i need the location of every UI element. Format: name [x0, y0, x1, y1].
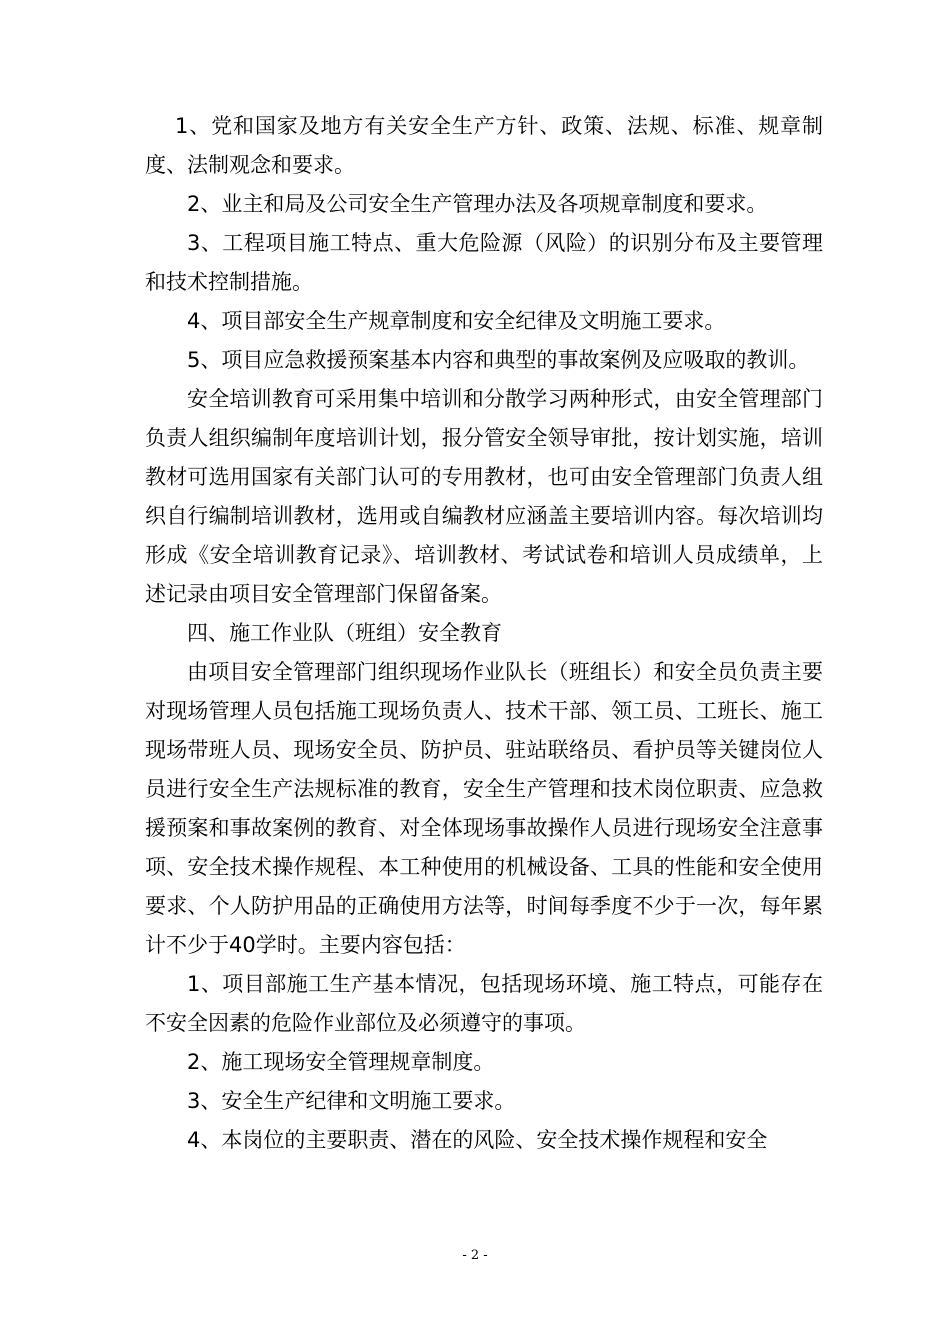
paragraph-item-1: 1、党和国家及地方有关安全生产方针、政策、法规、标准、规章制度、法制观念和要求。	[145, 114, 823, 177]
paragraph-content-item-2: 2、施工现场安全管理规章制度。	[187, 1050, 495, 1074]
document-body	[145, 107, 823, 1160]
paragraph-content-item-1: 1、项目部施工生产基本情况，包括现场环境、施工特点，可能存在不安全因素的危险作业部位及必须遵守的事项。	[145, 972, 823, 1035]
paragraph-item-2: 2、业主和局及公司安全生产管理办法及各项规章制度和要求。	[187, 192, 768, 216]
paragraph-team-education: 由项目安全管理部门组织现场作业队长（班组长）和安全员负责主要对现场管理人员包括施工现场负责人、技术干部、领工员、工班长、施工现场带班人员、现场安全员、防护员、驻站联络员、看护员等关键岗位人员进行安全生产法规标准的教育，安全生产管理和技术岗位职责、应急救援预案和事故案例的教育、对全体现场事故操作人员进行现场安全注意事项、安全技术操作规程、本工种使用的机械设备、工具的性能和安全使用要求、个人防护用品的正确使用方法等，时间每季度不少于一次，每年累计不少于40学时。主要内容包括：	[145, 660, 823, 957]
page-number: - 2 -	[462, 1248, 488, 1263]
paragraph-item-4: 4、项目部安全生产规章制度和安全纪律及文明施工要求。	[187, 309, 726, 333]
paragraph-content-item-3: 3、安全生产纪律和文明施工要求。	[187, 1089, 516, 1113]
paragraph-training-methods: 安全培训教育可采用集中培训和分散学习两种形式，由安全管理部门负责人组织编制年度培训计划，报分管安全领导审批，按计划实施，培训教材可选用国家有关部门认可的专用教材，也可由安全管理部门负责人组织自行编制培训教材，选用或自编教材应涵盖主要培训内容。每次培训均形成《安全培训教育记录》、培训教材、考试试卷和培训人员成绩单，上述记录由项目安全管理部门保留备案。	[145, 387, 823, 606]
paragraph-item-5: 5、项目应急救援预案基本内容和典型的事故案例及应吸取的教训。	[187, 348, 810, 372]
section-heading-team-education: 四、施工作业队（班组）安全教育	[187, 621, 502, 645]
paragraph-item-3: 3、工程项目施工特点、重大危险源（风险）的识别分布及主要管理和技术控制措施。	[145, 231, 823, 294]
paragraph-content-item-4: 4、本岗位的主要职责、潜在的风险、安全技术操作规程和安全	[187, 1128, 768, 1152]
